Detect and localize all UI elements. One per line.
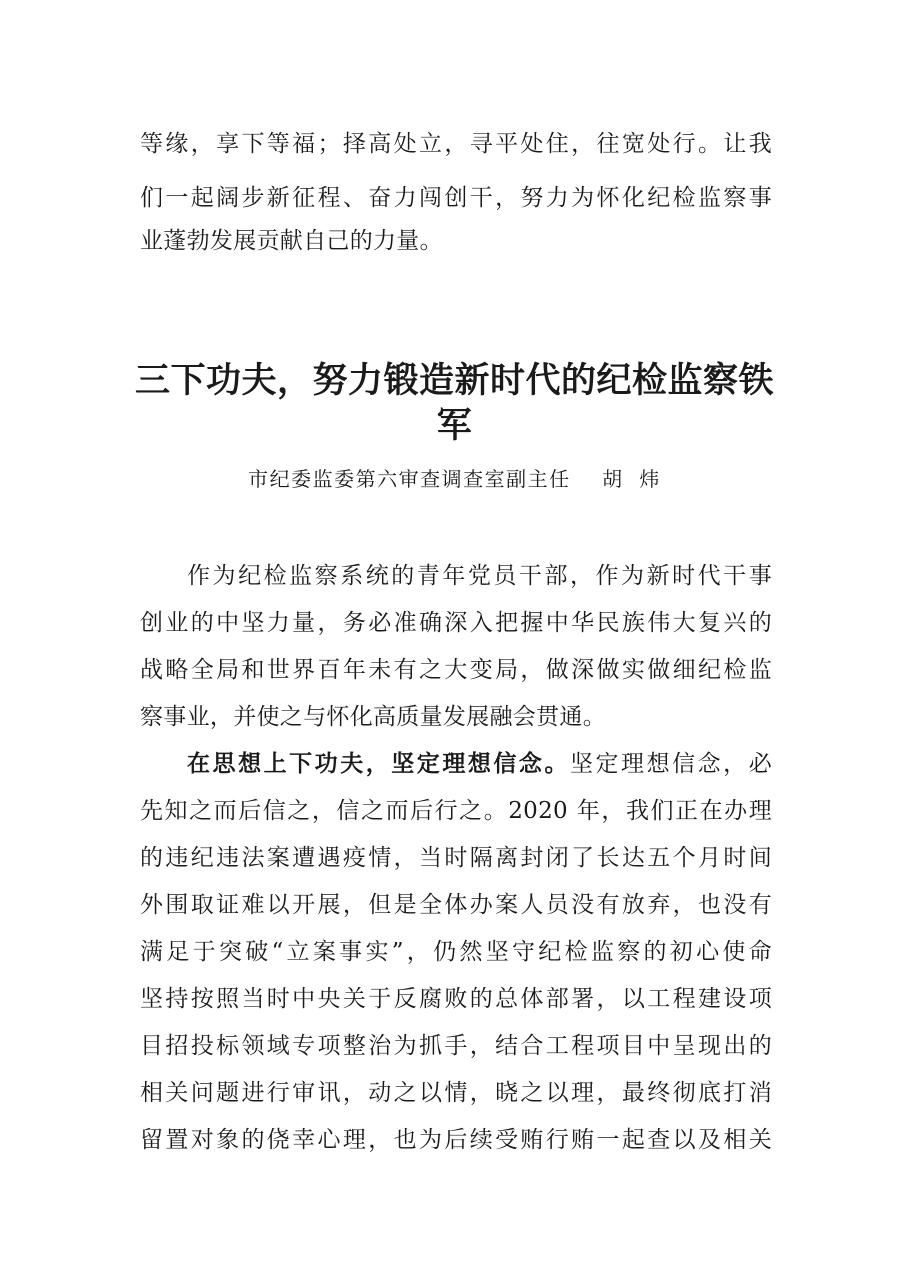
para1-line-4: 察事业，并使之与怀化高质量发展融会贯通。 — [140, 704, 606, 730]
para2-lead: 在思想上下功夫，坚定理想信念。 — [187, 750, 570, 777]
para2-line-1 — [187, 749, 772, 779]
para1-line-3: 战略全局和世界百年未有之大变局，做深做实做细纪检监 — [140, 657, 772, 683]
para2-line-7: 目招投标领域专项整治为抓手，结合工程项目中呈现出的 — [140, 1033, 772, 1059]
para2-line-2: 先知之而后信之，信之而后行之。2020 年，我们正在办理 — [140, 798, 772, 824]
intro-line-1: 等缘，享下等福；择高处立，寻平处住，往宽处行。让我 — [140, 131, 772, 157]
intro-line-2: 们一起阔步新征程、奋力闯创干，努力为怀化纪检监察事 — [140, 185, 772, 211]
para1-line-1: 作为纪检监察系统的青年党员干部，作为新时代干事 — [187, 563, 772, 589]
para2-line-9: 留置对象的侥幸心理，也为后续受贿行贿一起查以及相关 — [140, 1127, 772, 1153]
para2-line-8: 相关问题进行审讯，动之以情，晓之以理，最终彻底打消 — [140, 1080, 772, 1106]
intro-line-3: 业蓬勃发展贡献自己的力量。 — [140, 228, 443, 254]
article-author: 市纪委监委第六审查调查室副主任 胡 炜 — [248, 467, 661, 491]
para2-line-4: 外围取证难以开展，但是全体办案人员没有放弃，也没有 — [140, 892, 772, 918]
para2-line-6: 坚持按照当时中央关于反腐败的总体部署，以工程建设项 — [140, 986, 772, 1012]
para1-line-2: 创业的中坚力量，务必准确深入把握中华民族伟大复兴的 — [140, 610, 772, 636]
article-title-line-2: 军 — [436, 405, 473, 446]
para2-line-5: 满足于突破“立案事实”，仍然坚守纪检监察的初心使命 — [140, 939, 772, 965]
para2-line-3: 的违纪违法案遭遇疫情，当时隔离封闭了长达五个月时间 — [140, 845, 772, 871]
article-title-line-1: 三下功夫，努力锻造新时代的纪检监察铁 — [134, 360, 774, 401]
para2-line-1-rest: 坚定理想信念，必 — [569, 751, 773, 777]
